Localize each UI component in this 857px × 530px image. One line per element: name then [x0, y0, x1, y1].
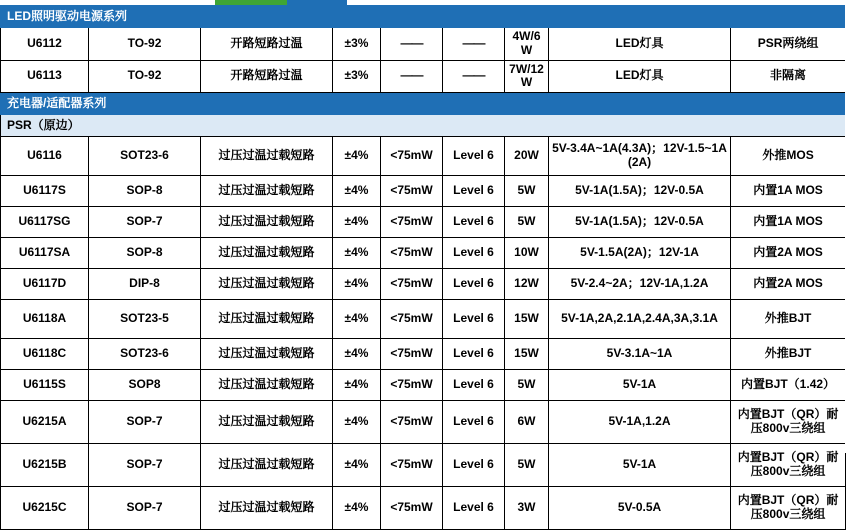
cell-accuracy: ±4%	[333, 269, 381, 300]
cell-accuracy: ±3%	[333, 60, 381, 93]
cell-power-consumption: <75mW	[381, 401, 443, 444]
section-row-led	[1, 6, 846, 28]
cell-protection: 过压过温过载短路	[201, 269, 333, 300]
cell-power-consumption: <75mW	[381, 238, 443, 269]
cell-note: 内置1A MOS	[731, 176, 846, 207]
cell-package: TO-92	[89, 60, 201, 93]
table-row	[1, 401, 846, 444]
cell-note: 内置1A MOS	[731, 207, 846, 238]
cell-accuracy: ±4%	[333, 238, 381, 269]
cell-accuracy: ±4%	[333, 444, 381, 487]
table-row	[1, 370, 846, 401]
cell-level: ——	[443, 60, 505, 93]
cell-power: 15W	[505, 339, 549, 370]
cell-application: 5V-0.5A	[549, 487, 731, 530]
cell-accuracy: ±4%	[333, 207, 381, 238]
subsection-row-psr	[1, 115, 846, 137]
cell-power-consumption: <75mW	[381, 487, 443, 530]
cell-protection: 过压过温过载短路	[201, 487, 333, 530]
cell-level: Level 6	[443, 401, 505, 444]
cell-package: DIP-8	[89, 269, 201, 300]
cell-level: Level 6	[443, 269, 505, 300]
cell-note: 内置BJT（1.42）	[731, 370, 846, 401]
cell-part: U6215B	[1, 444, 89, 487]
cell-level: Level 6	[443, 176, 505, 207]
cell-note: 外推BJT	[731, 300, 846, 339]
cell-accuracy: ±4%	[333, 137, 381, 176]
cell-power: 15W	[505, 300, 549, 339]
cell-package: SOP-7	[89, 487, 201, 530]
cell-note: 内置BJT（QR）耐压800v三绕组	[731, 444, 846, 487]
cell-level: Level 6	[443, 444, 505, 487]
table-row	[1, 207, 846, 238]
cell-level: Level 6	[443, 137, 505, 176]
cell-part: U6117D	[1, 269, 89, 300]
cell-power-consumption: ——	[381, 60, 443, 93]
cell-application: 5V-1A	[549, 370, 731, 401]
cell-power-consumption: <75mW	[381, 370, 443, 401]
cell-accuracy: ±3%	[333, 28, 381, 61]
cell-package: TO-92	[89, 28, 201, 61]
cell-protection: 过压过温过载短路	[201, 207, 333, 238]
table-row	[1, 444, 846, 487]
cell-note: 外推MOS	[731, 137, 846, 176]
cell-part: U6118C	[1, 339, 89, 370]
cell-level: Level 6	[443, 370, 505, 401]
spec-table	[0, 5, 846, 530]
cell-accuracy: ±4%	[333, 339, 381, 370]
cell-level: ——	[443, 28, 505, 61]
cell-power: 5W	[505, 370, 549, 401]
cell-protection: 过压过温过载短路	[201, 300, 333, 339]
cell-application: LED灯具	[549, 60, 731, 93]
table-row	[1, 137, 846, 176]
section-row-charger	[1, 93, 846, 115]
cell-package: SOP-7	[89, 444, 201, 487]
cell-accuracy: ±4%	[333, 487, 381, 530]
cell-power: 20W	[505, 137, 549, 176]
cell-level: Level 6	[443, 300, 505, 339]
cell-protection: 过压过温过载短路	[201, 370, 333, 401]
cell-power: 6W	[505, 401, 549, 444]
cell-power: 3W	[505, 487, 549, 530]
table-row	[1, 238, 846, 269]
cell-level: Level 6	[443, 339, 505, 370]
cell-power-consumption: <75mW	[381, 207, 443, 238]
cell-application: 5V-3.4A~1A(4.3A)；12V-1.5~1A (2A)	[549, 137, 731, 176]
cell-power: 7W/12W	[505, 60, 549, 93]
cell-application: 5V-1.5A(2A)；12V-1A	[549, 238, 731, 269]
cell-note: 非隔离	[731, 60, 846, 93]
section-title-led: LED照明驱动电源系列	[1, 6, 846, 28]
blue-strip	[287, 0, 347, 5]
cell-part: U6117S	[1, 176, 89, 207]
cell-part: U6215A	[1, 401, 89, 444]
cell-package: SOT23-6	[89, 137, 201, 176]
cell-power: 4W/6W	[505, 28, 549, 61]
cell-protection: 过压过温过载短路	[201, 176, 333, 207]
cell-application: 5V-1A(1.5A)；12V-0.5A	[549, 207, 731, 238]
cell-protection: 过压过温过载短路	[201, 444, 333, 487]
cell-application: LED灯具	[549, 28, 731, 61]
cell-accuracy: ±4%	[333, 370, 381, 401]
cell-level: Level 6	[443, 207, 505, 238]
cell-package: SOT23-6	[89, 339, 201, 370]
cell-note: 内置2A MOS	[731, 238, 846, 269]
right-margin	[845, 0, 857, 453]
cell-package: SOP-8	[89, 238, 201, 269]
cell-protection: 过压过温过载短路	[201, 401, 333, 444]
cell-part: U6115S	[1, 370, 89, 401]
table-row	[1, 60, 846, 93]
cell-protection: 过压过温过载短路	[201, 137, 333, 176]
cell-power-consumption: <75mW	[381, 300, 443, 339]
cell-part: U6113	[1, 60, 89, 93]
cell-power: 5W	[505, 207, 549, 238]
cell-protection: 过压过温过载短路	[201, 339, 333, 370]
table-row	[1, 269, 846, 300]
cell-application: 5V-1A(1.5A)；12V-0.5A	[549, 176, 731, 207]
cell-protection: 过压过温过载短路	[201, 238, 333, 269]
cell-protection: 开路短路过温	[201, 60, 333, 93]
cell-part: U6117SG	[1, 207, 89, 238]
cell-part: U6116	[1, 137, 89, 176]
top-color-strip	[0, 0, 857, 5]
cell-package: SOT23-5	[89, 300, 201, 339]
cell-power: 10W	[505, 238, 549, 269]
cell-note: PSR两绕组	[731, 28, 846, 61]
table-row	[1, 28, 846, 61]
cell-power-consumption: ——	[381, 28, 443, 61]
cell-package: SOP-7	[89, 401, 201, 444]
section-title-charger: 充电器/适配器系列	[1, 93, 846, 115]
cell-note: 内置2A MOS	[731, 269, 846, 300]
cell-power-consumption: <75mW	[381, 176, 443, 207]
cell-application: 5V-1A	[549, 444, 731, 487]
table-row	[1, 339, 846, 370]
cell-power: 12W	[505, 269, 549, 300]
cell-application: 5V-1A,2A,2.1A,2.4A,3A,3.1A	[549, 300, 731, 339]
cell-protection: 开路短路过温	[201, 28, 333, 61]
table-row	[1, 487, 846, 530]
cell-note: 内置BJT（QR）耐压800v三绕组	[731, 487, 846, 530]
cell-note: 内置BJT（QR）耐压800v三绕组	[731, 401, 846, 444]
cell-power-consumption: <75mW	[381, 269, 443, 300]
cell-application: 5V-2.4~2A；12V-1A,1.2A	[549, 269, 731, 300]
cell-part: U6118A	[1, 300, 89, 339]
table-row	[1, 300, 846, 339]
cell-note: 外推BJT	[731, 339, 846, 370]
cell-part: U6215C	[1, 487, 89, 530]
subsection-title-psr: PSR（原边）	[1, 115, 846, 137]
cell-power-consumption: <75mW	[381, 339, 443, 370]
cell-part: U6112	[1, 28, 89, 61]
green-strip	[215, 0, 287, 5]
table-row	[1, 176, 846, 207]
cell-level: Level 6	[443, 487, 505, 530]
cell-accuracy: ±4%	[333, 176, 381, 207]
cell-power-consumption: <75mW	[381, 137, 443, 176]
cell-package: SOP-7	[89, 207, 201, 238]
cell-package: SOP8	[89, 370, 201, 401]
cell-accuracy: ±4%	[333, 300, 381, 339]
cell-accuracy: ±4%	[333, 401, 381, 444]
cell-level: Level 6	[443, 238, 505, 269]
cell-application: 5V-3.1A~1A	[549, 339, 731, 370]
cell-power: 5W	[505, 444, 549, 487]
cell-part: U6117SA	[1, 238, 89, 269]
cell-application: 5V-1A,1.2A	[549, 401, 731, 444]
cell-power: 5W	[505, 176, 549, 207]
cell-package: SOP-8	[89, 176, 201, 207]
cell-power-consumption: <75mW	[381, 444, 443, 487]
